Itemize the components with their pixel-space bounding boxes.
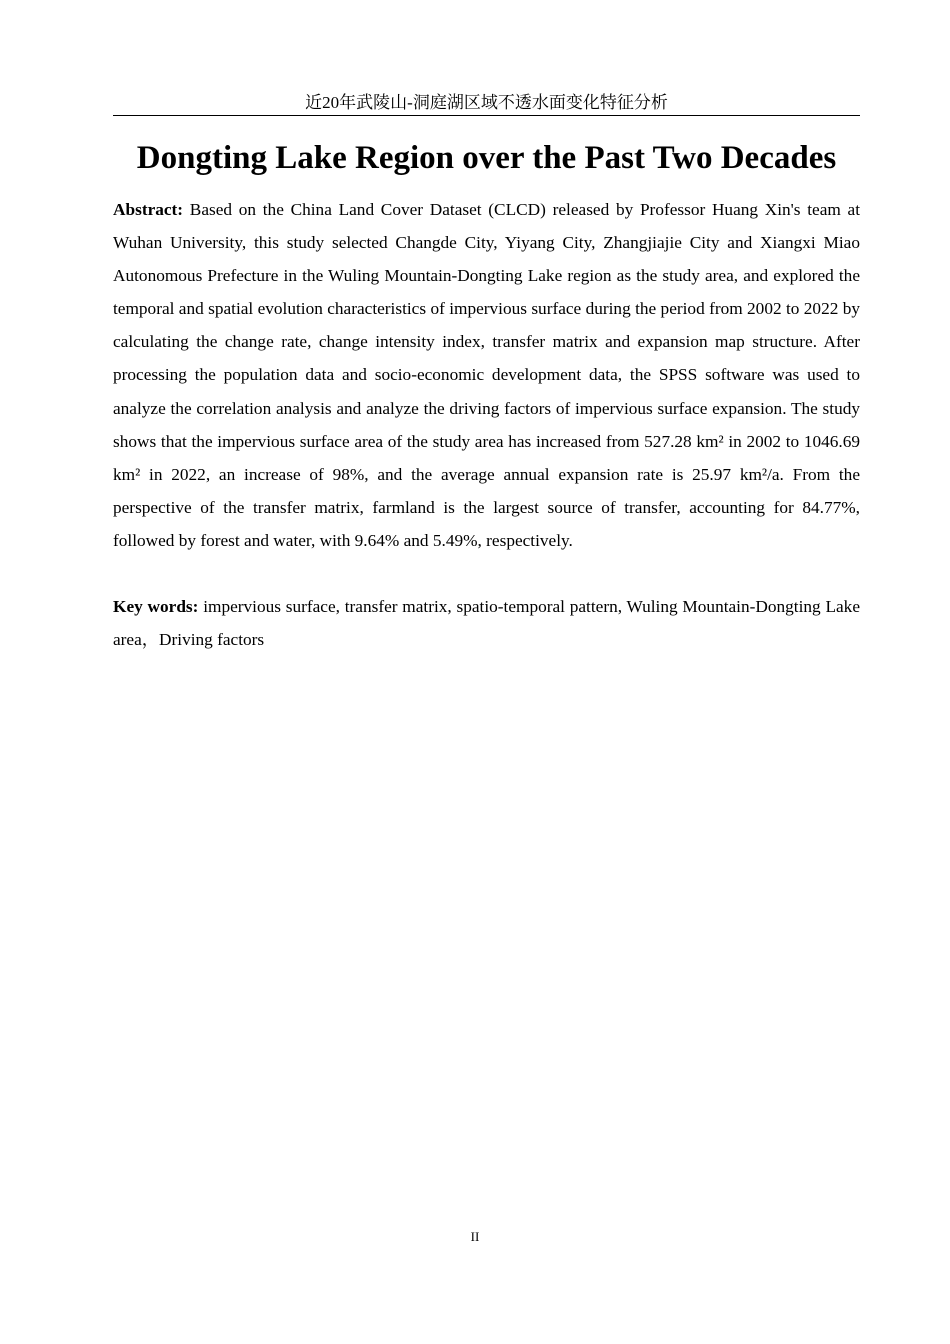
- abstract-text: Based on the China Land Cover Dataset (CLCD) released by Professor Huang Xin's team at Wuhan University, this study selected Changde City, Yiyang City, Zhangjiajie City and Xiangxi Miao Autonomous Prefecture in the Wuling Mountain-Dongting Lake region as the study area, and explored the temporal and spatial evolution characteristics of impervious surface during the period from 2002 to 2022 by calculating the change rate, change intensity index, transfer matrix and expansion map structure. After processing the population data and socio-economic development data, the SPSS software was used to analyze the correlation analysis and analyze the driving factors of impervious surface expansion. The study shows that the impervious surface area of the study area has increased from 527.28 km² in 2002 to 1046.69 km² in 2022, an increase of 98%, and the average annual expansion rate is 25.97 km²/a. From the perspective of the transfer matrix, farmland is the largest source of transfer, accounting for 84.77%, followed by forest and water, with 9.64% and 5.49%, respectively.: [113, 200, 860, 550]
- keywords-text: impervious surface, transfer matrix, spatio-temporal pattern, Wuling Mountain-Dongting Lake area，Driving factors: [113, 597, 860, 650]
- keywords-paragraph: [113, 590, 860, 656]
- abstract-paragraph: [113, 193, 860, 557]
- running-header: [113, 90, 860, 116]
- abstract-label: Abstract:: [113, 200, 184, 219]
- paper-title: Dongting Lake Region over the Past Two Decades: [136, 140, 837, 176]
- running-header-text: 近20年武陵山-洞庭湖区域不透水面变化特征分析: [305, 93, 668, 112]
- page-number: II: [470, 1229, 480, 1244]
- keywords-label: Key words:: [113, 597, 199, 616]
